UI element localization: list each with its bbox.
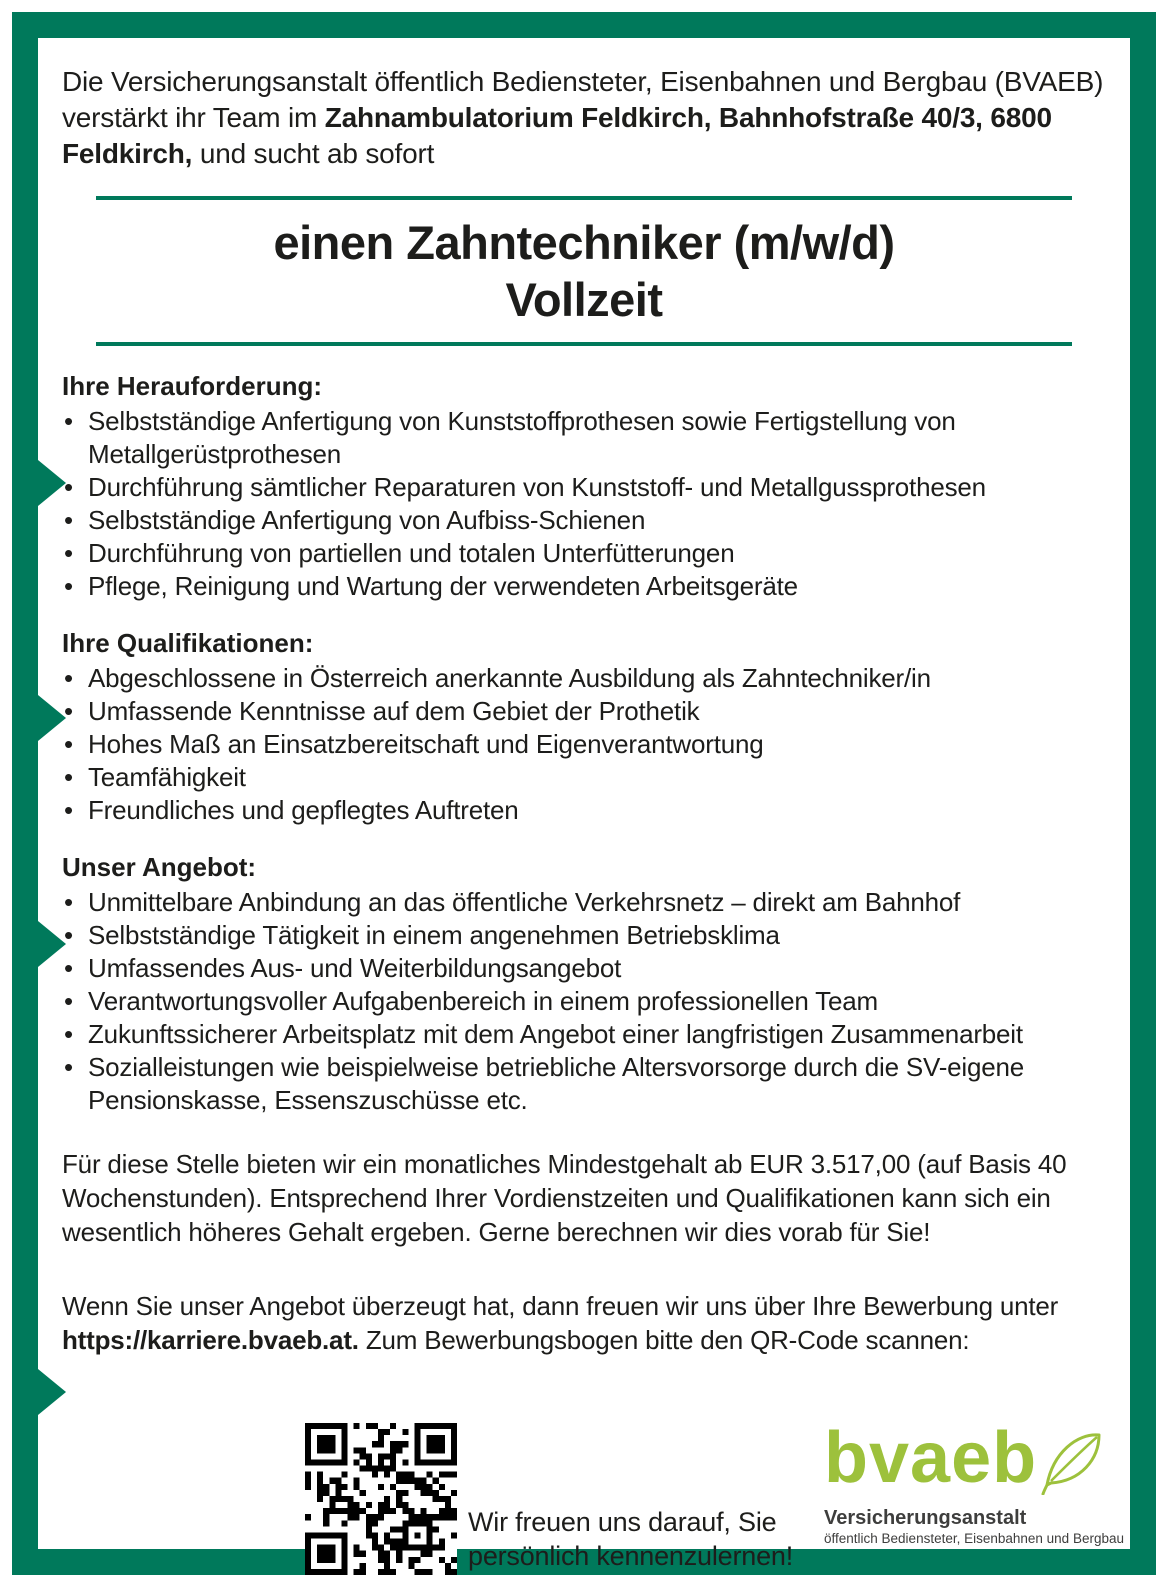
intro-text-before: Die Versicherungsanstalt öffentlich Bediensteter, Eisenbahnen und Bergbau (BVAEB) verstärkt ihr Team im (62, 66, 1104, 133)
section-heading: Ihre Qualifikationen: (62, 628, 314, 658)
section-offer (62, 851, 1106, 1117)
bullet-item: • Hohes Maß an Einsatzbereitschaft und Eigenverantwortung (62, 728, 1106, 761)
bullet-item: • Durchführung von partiellen und totalen Unterfütterungen (62, 537, 1106, 570)
job-title-line: einen Zahntechniker (m/w/d) (273, 216, 895, 269)
bullet-item: • Umfassendes Aus- und Weiterbildungsangebot (62, 952, 1106, 985)
salary-paragraph: Für diese Stelle bieten wir ein monatliches Mindestgehalt ab EUR 3.517,00 (auf Basis 40 Wochenstunden). Entsprechend Ihrer Vordienstzeiten und Qualifikationen kann sich ein wesentlich höheres Gehalt ergeben. Gerne berechnen wir dies vorab für Sie! (62, 1149, 1067, 1247)
divider-rule-bottom (96, 342, 1072, 346)
bullet-item: • Freundliches und gepflegtes Auftreten (62, 794, 1106, 827)
intro-paragraph (62, 64, 1106, 172)
intro-address-bold: Zahnambulatorium Feldkirch, Bahnhofstraße 40/3, 6800 Feldkirch, (62, 102, 1052, 169)
closing-line-2: persönlich kennenzulernen! (468, 1541, 794, 1571)
closing-line-1: Wir freuen uns darauf, Sie (468, 1507, 777, 1537)
bvaeb-logo (824, 1419, 1124, 1547)
apply-text-before: Wenn Sie unser Angebot überzeugt hat, dann freuen wir uns über Ihre Bewerbung unter (62, 1291, 1059, 1321)
flyer-content (38, 38, 1130, 1571)
bullet-item: • Teamfähigkeit (62, 761, 1106, 794)
bullet-item: • Sozialleistungen wie beispielweise betriebliche Altersvorsorge durch die SV-eigene Pensionskasse, Essenszuschüsse etc. (62, 1051, 1106, 1117)
bullet-item: • Abgeschlossene in Österreich anerkannte Ausbildung als Zahntechniker/in (62, 662, 1106, 695)
bullet-item: • Umfassende Kenntnisse auf dem Gebiet der Prothetik (62, 695, 1106, 728)
bullet-item: • Pflege, Reinigung und Wartung der verwendeten Arbeitsgeräte (62, 570, 1106, 603)
intro-text-after: und sucht ab sofort (192, 138, 435, 169)
logo-subtitle: Versicherungsanstalt (824, 1507, 1027, 1529)
qr-code (305, 1423, 457, 1575)
bullet-item: • Selbstständige Anfertigung von Aufbiss-Schienen (62, 504, 1106, 537)
logo-tagline: öffentlich Bediensteter, Eisenbahnen und Bergbau (824, 1531, 1124, 1546)
section-challenges (62, 370, 1106, 603)
divider-rule-top (96, 196, 1072, 200)
bullet-item: • Unmittelbare Anbindung an das öffentliche Verkehrsnetz – direkt am Bahnhof (62, 886, 1106, 919)
section-heading: Unser Angebot: (62, 852, 257, 882)
apply-text-after: Zum Bewerbungsbogen bitte den QR-Code scannen: (358, 1325, 970, 1355)
section-heading: Ihre Herauforderung: (62, 371, 323, 401)
section-qualifications (62, 627, 1106, 827)
employment-type-line: Vollzeit (505, 273, 663, 326)
closing-text (468, 1505, 793, 1573)
page-title (62, 214, 1106, 328)
bullet-list (62, 886, 1106, 1117)
career-site-link[interactable]: https://karriere.bvaeb.at. (62, 1325, 359, 1355)
leaf-icon (1039, 1423, 1105, 1500)
bullet-item: • Durchführung sämtlicher Reparaturen von Kunststoff- und Metallgussprothesen (62, 471, 1106, 504)
apply-paragraph (62, 1289, 1106, 1357)
bullet-item: • Selbstständige Anfertigung von Kunststoffprothesen sowie Fertigstellung von Metallgerüstprothesen (62, 405, 1106, 471)
bullet-item: • Zukunftssicherer Arbeitsplatz mit dem Angebot einer langfristigen Zusammenarbeit (62, 1018, 1106, 1051)
bullet-item: • Verantwortungsvoller Aufgabenbereich in einem professionellen Team (62, 985, 1106, 1018)
bullet-list (62, 405, 1106, 603)
logo-wordmark: bvaeb (824, 1418, 1038, 1498)
footer (62, 1418, 1124, 1587)
bullet-item: • Selbstständige Tätigkeit in einem angenehmen Betriebsklima (62, 919, 1106, 952)
bullet-list (62, 662, 1106, 827)
